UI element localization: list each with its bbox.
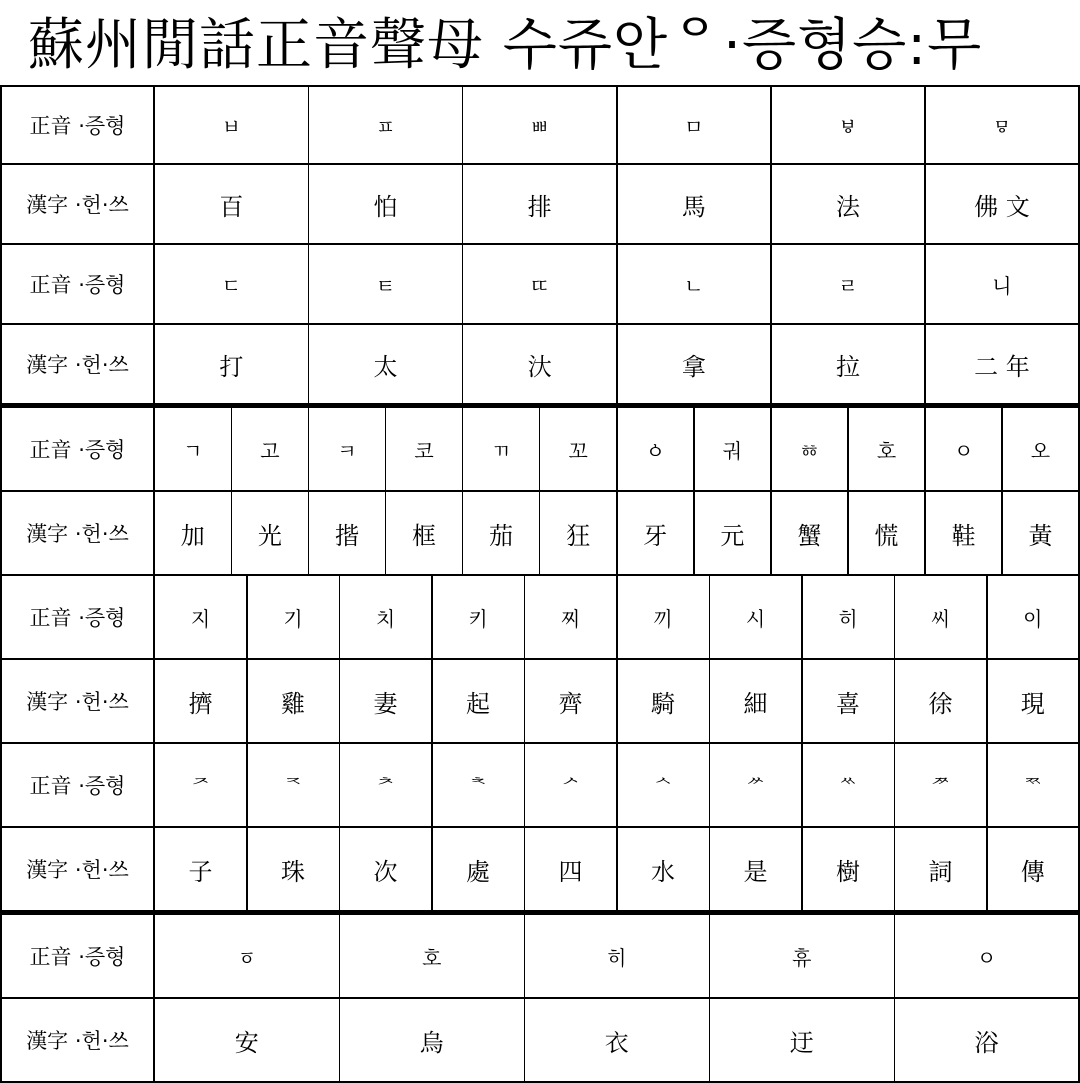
row-label-hanja: 漢字 ·헌·쓰 (0, 325, 155, 405)
row-label-hanja: 漢字 ·헌·쓰 (0, 492, 155, 576)
hanja-cell: 傳 (988, 828, 1080, 912)
row-label-hanja: 漢字 ·헌·쓰 (0, 660, 155, 744)
row-label-jeongeum: 正音 ·증형 (0, 576, 155, 660)
hanja-cell: 雞 (248, 660, 341, 744)
jeongeum-cell: ㅌ (309, 245, 464, 325)
hanja-cell: 鞋 (926, 492, 1004, 576)
hanja-cell: 衣 (525, 999, 711, 1083)
row-label-jeongeum: 正音 ·증형 (0, 245, 155, 325)
hanja-cell: 細 (710, 660, 803, 744)
hanja-cell: 迂 (710, 999, 896, 1083)
hanja-cell: 起 (433, 660, 526, 744)
hanja-cell: 牙 (618, 492, 696, 576)
jeongeum-cell: ㅂ (155, 85, 310, 165)
jeongeum-cell: ㅇ (926, 408, 1004, 492)
jeongeum-cell: 이 (988, 576, 1080, 660)
hanja-cell: 現 (988, 660, 1080, 744)
jeongeum-cell: ㅸ (772, 85, 927, 165)
jeongeum-cell: 시 (710, 576, 803, 660)
jeongeum-cell: ㄴ (618, 245, 773, 325)
hanja-cell: 安 (155, 999, 341, 1083)
hanja-cell: 狂 (540, 492, 618, 576)
hanja-cell: 二 年 (926, 325, 1080, 405)
jeongeum-cell: 끼 (618, 576, 711, 660)
jeongeum-cell: ㆁ (618, 408, 696, 492)
jeongeum-cell: ㄱ (155, 408, 233, 492)
row-label-jeongeum: 正音 ·증형 (0, 915, 155, 999)
jeongeum-cell: ᄿ (803, 744, 896, 828)
row-label-jeongeum: 正音 ·증형 (0, 85, 155, 165)
jeongeum-cell: ᅐ (248, 744, 341, 828)
jeongeum-cell: 호 (340, 915, 526, 999)
row-label-jeongeum: 正音 ·증형 (0, 408, 155, 492)
page-title: 蘇州閒話正音聲母 수쥬안ᄋ·증형승:무 (28, 6, 1068, 86)
hanja-cell: 烏 (340, 999, 526, 1083)
hanja-cell: 水 (618, 828, 711, 912)
hanja-cell: 次 (340, 828, 433, 912)
jeongeum-cell: ᄼ (525, 744, 618, 828)
jeongeum-cell: ㄹ (772, 245, 927, 325)
jeongeum-cell: 찌 (525, 576, 618, 660)
jeongeum-cell: 키 (433, 576, 526, 660)
jeongeum-cell: ㅋ (309, 408, 387, 492)
hanja-cell: 騎 (618, 660, 711, 744)
jeongeum-cell: ᅕ (433, 744, 526, 828)
jeongeum-cell: ᅏ (895, 744, 988, 828)
hanja-cell: 擠 (155, 660, 248, 744)
jeongeum-cell: ㅍ (309, 85, 464, 165)
hanja-cell: 法 (772, 165, 927, 245)
hanja-cell: 佛 文 (926, 165, 1080, 245)
jeongeum-cell: ㆅ (772, 408, 850, 492)
jeongeum-cell: ㅱ (926, 85, 1080, 165)
jeongeum-cell: ㆆ (155, 915, 341, 999)
jeongeum-cell: 기 (248, 576, 341, 660)
jeongeum-cell: 휴 (710, 915, 896, 999)
jeongeum-cell: ᄾ (618, 744, 711, 828)
jeongeum-cell: 궈 (695, 408, 773, 492)
jeongeum-cell: ᄽ (710, 744, 803, 828)
hanja-cell: 框 (386, 492, 464, 576)
hanja-cell: 排 (463, 165, 618, 245)
hanja-cell: 打 (155, 325, 310, 405)
jeongeum-cell: 히 (803, 576, 896, 660)
jeongeum-cell: 히 (525, 915, 711, 999)
hanja-cell: 慌 (849, 492, 927, 576)
hanja-cell: 拉 (772, 325, 927, 405)
jeongeum-cell: 치 (340, 576, 433, 660)
hanja-cell: 揩 (309, 492, 387, 576)
hanja-cell: 怕 (309, 165, 464, 245)
hanja-cell: 樹 (803, 828, 896, 912)
jeongeum-cell: ㄸ (463, 245, 618, 325)
jeongeum-cell: ㄲ (463, 408, 541, 492)
hanja-cell: 喜 (803, 660, 896, 744)
hanja-cell: 太 (309, 325, 464, 405)
hanja-cell: 黃 (1003, 492, 1080, 576)
row-label-jeongeum: 正音 ·증형 (0, 744, 155, 828)
hanja-cell: 子 (155, 828, 248, 912)
hanja-cell: 汏 (463, 325, 618, 405)
initials-table (0, 85, 1080, 1080)
jeongeum-cell: 지 (155, 576, 248, 660)
hanja-cell: 是 (710, 828, 803, 912)
jeongeum-cell: 오 (1003, 408, 1080, 492)
jeongeum-cell: 호 (849, 408, 927, 492)
hanja-cell: 處 (433, 828, 526, 912)
hanja-cell: 加 (155, 492, 233, 576)
jeongeum-cell: 코 (386, 408, 464, 492)
hanja-cell: 齊 (525, 660, 618, 744)
jeongeum-cell: ㄷ (155, 245, 310, 325)
hanja-cell: 珠 (248, 828, 341, 912)
hanja-cell: 四 (525, 828, 618, 912)
hanja-cell: 元 (695, 492, 773, 576)
hanja-cell: 馬 (618, 165, 773, 245)
hanja-cell: 拿 (618, 325, 773, 405)
row-label-hanja: 漢字 ·헌·쓰 (0, 828, 155, 912)
jeongeum-cell: ᅎ (155, 744, 248, 828)
jeongeum-cell: 고 (232, 408, 310, 492)
hanja-cell: 徐 (895, 660, 988, 744)
hanja-cell: 光 (232, 492, 310, 576)
hanja-cell: 蟹 (772, 492, 850, 576)
jeongeum-cell: ㅁ (618, 85, 773, 165)
jeongeum-cell: ᅑ (988, 744, 1080, 828)
jeongeum-cell: ᅔ (340, 744, 433, 828)
jeongeum-cell: 니 (926, 245, 1080, 325)
hanja-cell: 茄 (463, 492, 541, 576)
row-label-hanja: 漢字 ·헌·쓰 (0, 999, 155, 1083)
hanja-cell: 詞 (895, 828, 988, 912)
row-label-hanja: 漢字 ·헌·쓰 (0, 165, 155, 245)
hanja-cell: 浴 (895, 999, 1080, 1083)
jeongeum-cell: 꼬 (540, 408, 618, 492)
hanja-cell: 妻 (340, 660, 433, 744)
hanja-cell: 百 (155, 165, 310, 245)
jeongeum-cell: ㅃ (463, 85, 618, 165)
jeongeum-cell: ㅇ (895, 915, 1080, 999)
jeongeum-cell: 씨 (895, 576, 988, 660)
